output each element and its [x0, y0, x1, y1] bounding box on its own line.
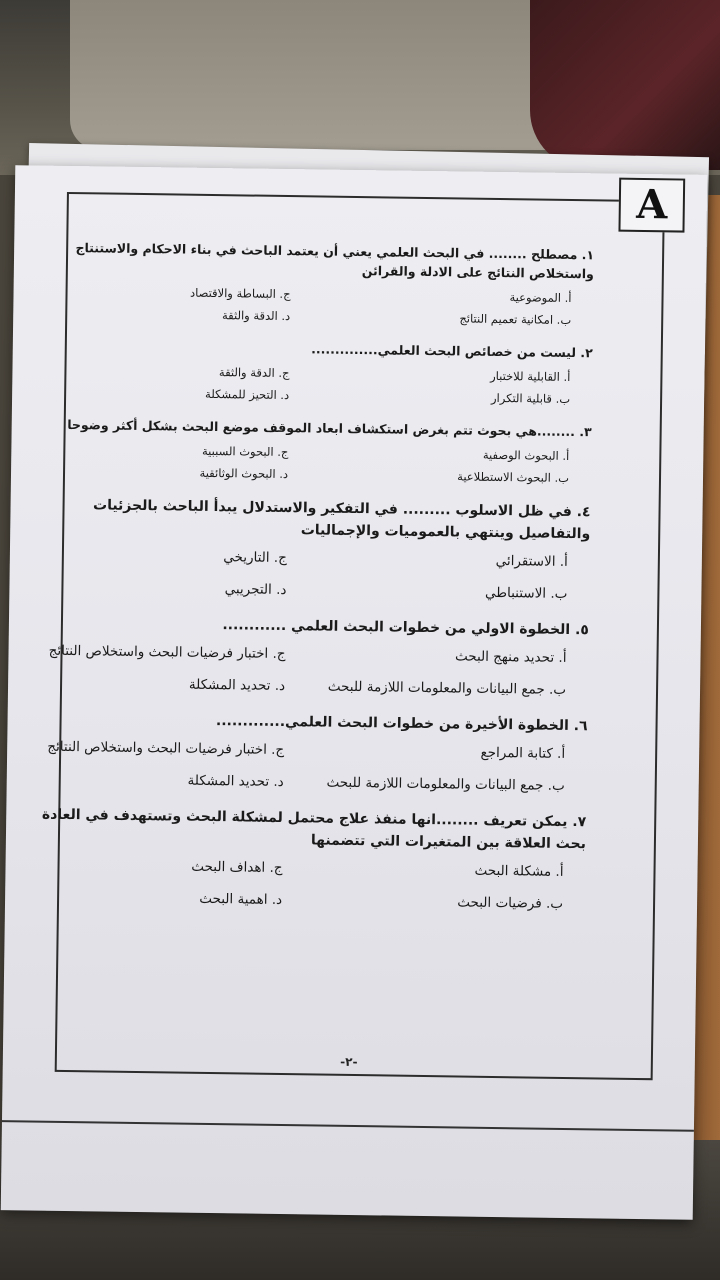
option-b: ب. البحوث الاستطلاعية: [457, 469, 570, 485]
chair-back: [70, 0, 590, 150]
option-a: أ. مشكلة البحث: [474, 862, 564, 880]
question-2: [32, 335, 593, 408]
question-text: ١. مصطلح ........ في البحث العلمي يعني أن يعتمد الباحث في بناء الاحكام والاستنتاج واستخلاص النتائج على الادلة والقرائن: [75, 240, 595, 282]
question-text: ٧. يمكن تعريف ........انها منفذ علاج محتمل لمشكلة البحث وتستهدف في العادة بحث العلاقة بين المتغيرات التي تتضمنها: [41, 806, 587, 853]
option-d: د. تحديد المشكلة: [187, 772, 284, 791]
question-3: [31, 414, 592, 487]
option-c: ج. التاريخي: [223, 549, 287, 567]
option-a: أ. الاستقرائي: [495, 552, 568, 570]
option-d: د. البحوث الوثائقية: [199, 465, 289, 482]
questions-list: [25, 237, 594, 929]
option-a: أ. تحديد منهج البحث: [454, 648, 567, 666]
options: [31, 439, 592, 487]
form-letter-box: A: [618, 178, 685, 233]
question-7: [25, 803, 586, 915]
question-text: ٥. الخطوة الاولي من خطوات البحث العلمي ............: [222, 617, 590, 639]
option-b: ب. الاستنباطي: [484, 584, 568, 602]
option-d: د. اهمية البحث: [199, 890, 283, 909]
page-number: -٢-: [340, 1054, 358, 1070]
option-b: ب. فرضيات البحث: [457, 894, 564, 912]
option-a: أ. القابلية للاختبار: [490, 368, 571, 384]
option-b: ب. قابلية التكرار: [490, 390, 571, 406]
option-b: ب. امكانية تعميم النتائج: [459, 311, 572, 327]
exam-sheet: [1, 165, 708, 1220]
option-c: ج. اختبار فرضيات البحث واستخلاص النتائج: [48, 642, 286, 663]
option-b: ب. جمع البيانات والمعلومات اللازمة للبحث: [326, 774, 565, 794]
option-a: أ. البحوث الوصفية: [482, 447, 570, 463]
option-c: ج. اهداف البحث: [191, 858, 283, 877]
option-c: ج. البحوث السببية: [201, 443, 289, 460]
question-5: [28, 611, 589, 701]
bottom-rule: [2, 1120, 694, 1132]
question-4: [29, 493, 590, 605]
option-a: أ. الموضوعية: [509, 290, 572, 305]
option-d: د. التجريبي: [224, 581, 287, 599]
options: [29, 543, 590, 605]
question-text: ٤. في ظل الاسلوب ......... في التفكير والاستدلال يبدأ الباحث بالجزئيات والتفاصيل وينتهي بالعموميات والإجماليات: [92, 497, 591, 543]
option-d: د. التحيز للمشكلة: [205, 386, 290, 403]
option-a: أ. كتابة المراجع: [480, 744, 566, 762]
options: [27, 735, 588, 797]
option-c: ج. الدقة والثقة: [218, 365, 290, 381]
options: [25, 853, 586, 915]
option-c: ج. اختبار فرضيات البحث واستخلاص النتائج: [47, 738, 285, 759]
question-text: ٦. الخطوة الأخيرة من خطوات البحث العلمي.............: [215, 713, 588, 735]
question-6: [27, 707, 588, 797]
question-text: ٣. ........هي بحوث تتم بغرض استكشاف ابعاد الموقف موضع البحث بشكل أكثر وضوحا: [67, 416, 592, 440]
option-c: ج. البساطة والاقتصاد: [189, 285, 291, 302]
option-b: ب. جمع البيانات والمعلومات اللازمة للبحث: [327, 678, 567, 698]
question-1: [33, 237, 594, 329]
option-d: د. تحديد المشكلة: [188, 676, 286, 695]
options: [28, 639, 589, 701]
options: [32, 360, 593, 408]
question-text: ٢. ليست من خصائص البحث العلمي..............: [311, 341, 593, 361]
person-sleeve: [530, 0, 720, 170]
options: [33, 281, 594, 329]
option-d: د. الدقة والثقة: [221, 308, 291, 324]
